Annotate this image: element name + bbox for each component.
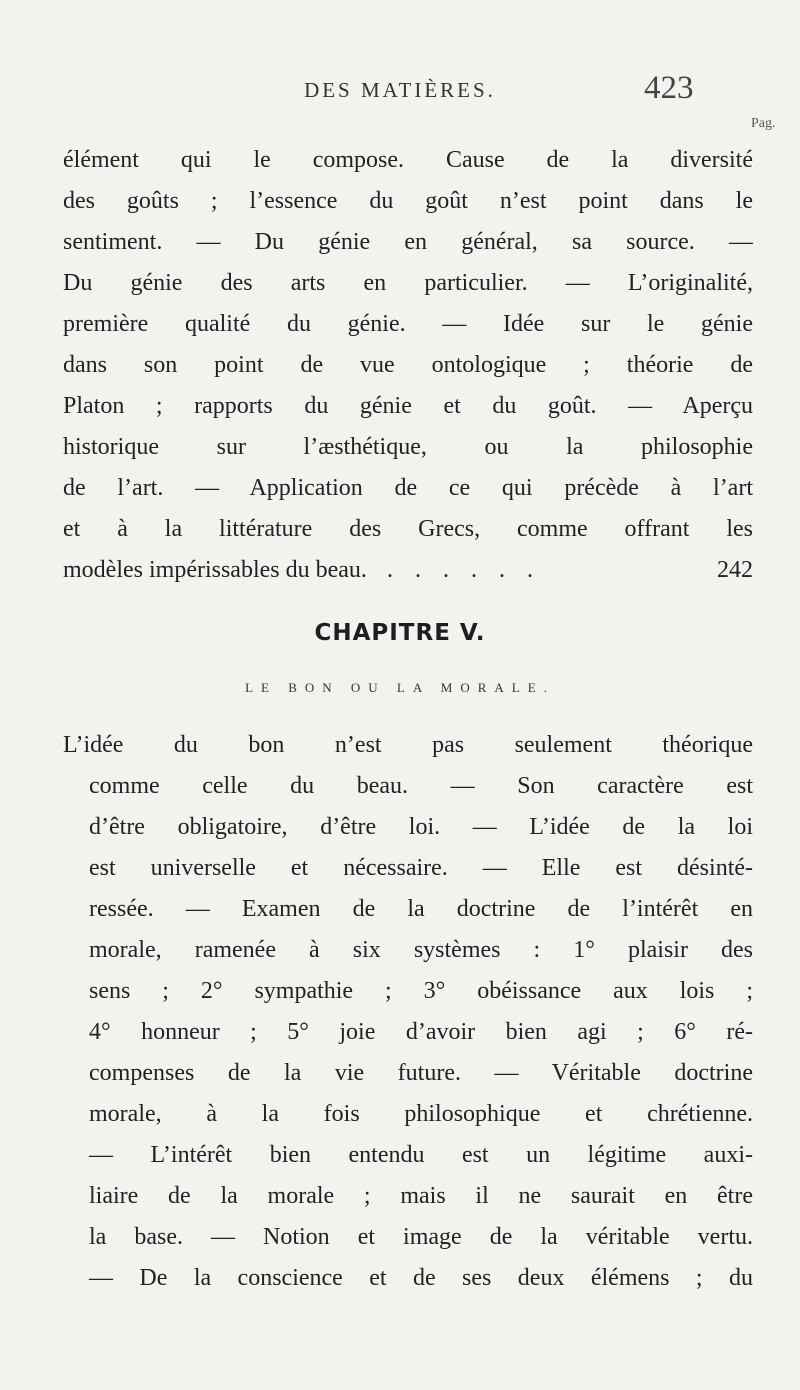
entry-line: première qualité du génie. — Idée sur le génie bbox=[63, 311, 753, 337]
dot-leader: . . . . . . bbox=[386, 557, 541, 583]
running-head: DES MATIÈRES. bbox=[304, 78, 496, 102]
summary-line: la base. — Notion et image de la véritable vertu. bbox=[89, 1224, 753, 1250]
entry-line: sentiment. — Du génie en général, sa source. — bbox=[63, 229, 753, 255]
summary-line: ressée. — Examen de la doctrine de l’intérêt en bbox=[89, 896, 753, 922]
entry-line: de l’art. — Application de ce qui précède à l’art bbox=[63, 475, 753, 501]
entry-line: historique sur l’æsthétique, ou la philosophie bbox=[63, 434, 753, 460]
pag-column-label: Pag. bbox=[751, 116, 776, 131]
summary-line: sens ; 2° sympathie ; 3° obéissance aux lois ; bbox=[89, 978, 753, 1004]
entry-last-text: modèles impérissables du beau. bbox=[63, 557, 367, 583]
entry-line: Du génie des arts en particulier. — L’originalité, bbox=[63, 270, 753, 296]
summary-line: d’être obligatoire, d’être loi. — L’idée de la loi bbox=[89, 814, 753, 840]
entry-line: et à la littérature des Grecs, comme offrant les bbox=[63, 516, 753, 542]
entry-line: des goûts ; l’essence du goût n’est point dans le bbox=[63, 188, 753, 214]
chapter-summary bbox=[63, 725, 753, 1299]
summary-line: morale, ramenée à six systèmes : 1° plaisir des bbox=[89, 937, 753, 963]
entry-line: Platon ; rapports du génie et du goût. — Aperçu bbox=[63, 393, 753, 419]
summary-line: compenses de la vie future. — Véritable doctrine bbox=[89, 1060, 753, 1086]
summary-line: comme celle du beau. — Son caractère est bbox=[89, 773, 753, 799]
entry-last-line bbox=[63, 550, 753, 591]
entry-line: dans son point de vue ontologique ; théorie de bbox=[63, 352, 753, 378]
entry-line: élément qui le compose. Cause de la diversité bbox=[63, 147, 753, 173]
summary-line: — De la conscience et de ses deux élémens ; du bbox=[89, 1265, 753, 1291]
page-number: 423 bbox=[644, 70, 694, 106]
page-reference: 242 bbox=[717, 557, 753, 583]
summary-line: morale, à la fois philosophique et chrétienne. bbox=[89, 1101, 753, 1127]
summary-line: liaire de la morale ; mais il ne saurait en être bbox=[89, 1183, 753, 1209]
summary-line: est universelle et nécessaire. — Elle est désinté- bbox=[89, 855, 753, 881]
summary-line: L’idée du bon n’est pas seulement théorique bbox=[63, 732, 753, 758]
continuation-entry bbox=[63, 140, 753, 591]
summary-line: — L’intérêt bien entendu est un légitime auxi- bbox=[89, 1142, 753, 1168]
chapter-subtitle: LE BON OU LA MORALE. bbox=[245, 680, 555, 695]
summary-line: 4° honneur ; 5° joie d’avoir bien agi ; 6° ré- bbox=[89, 1019, 753, 1045]
chapter-title: CHAPITRE V. bbox=[314, 620, 486, 646]
